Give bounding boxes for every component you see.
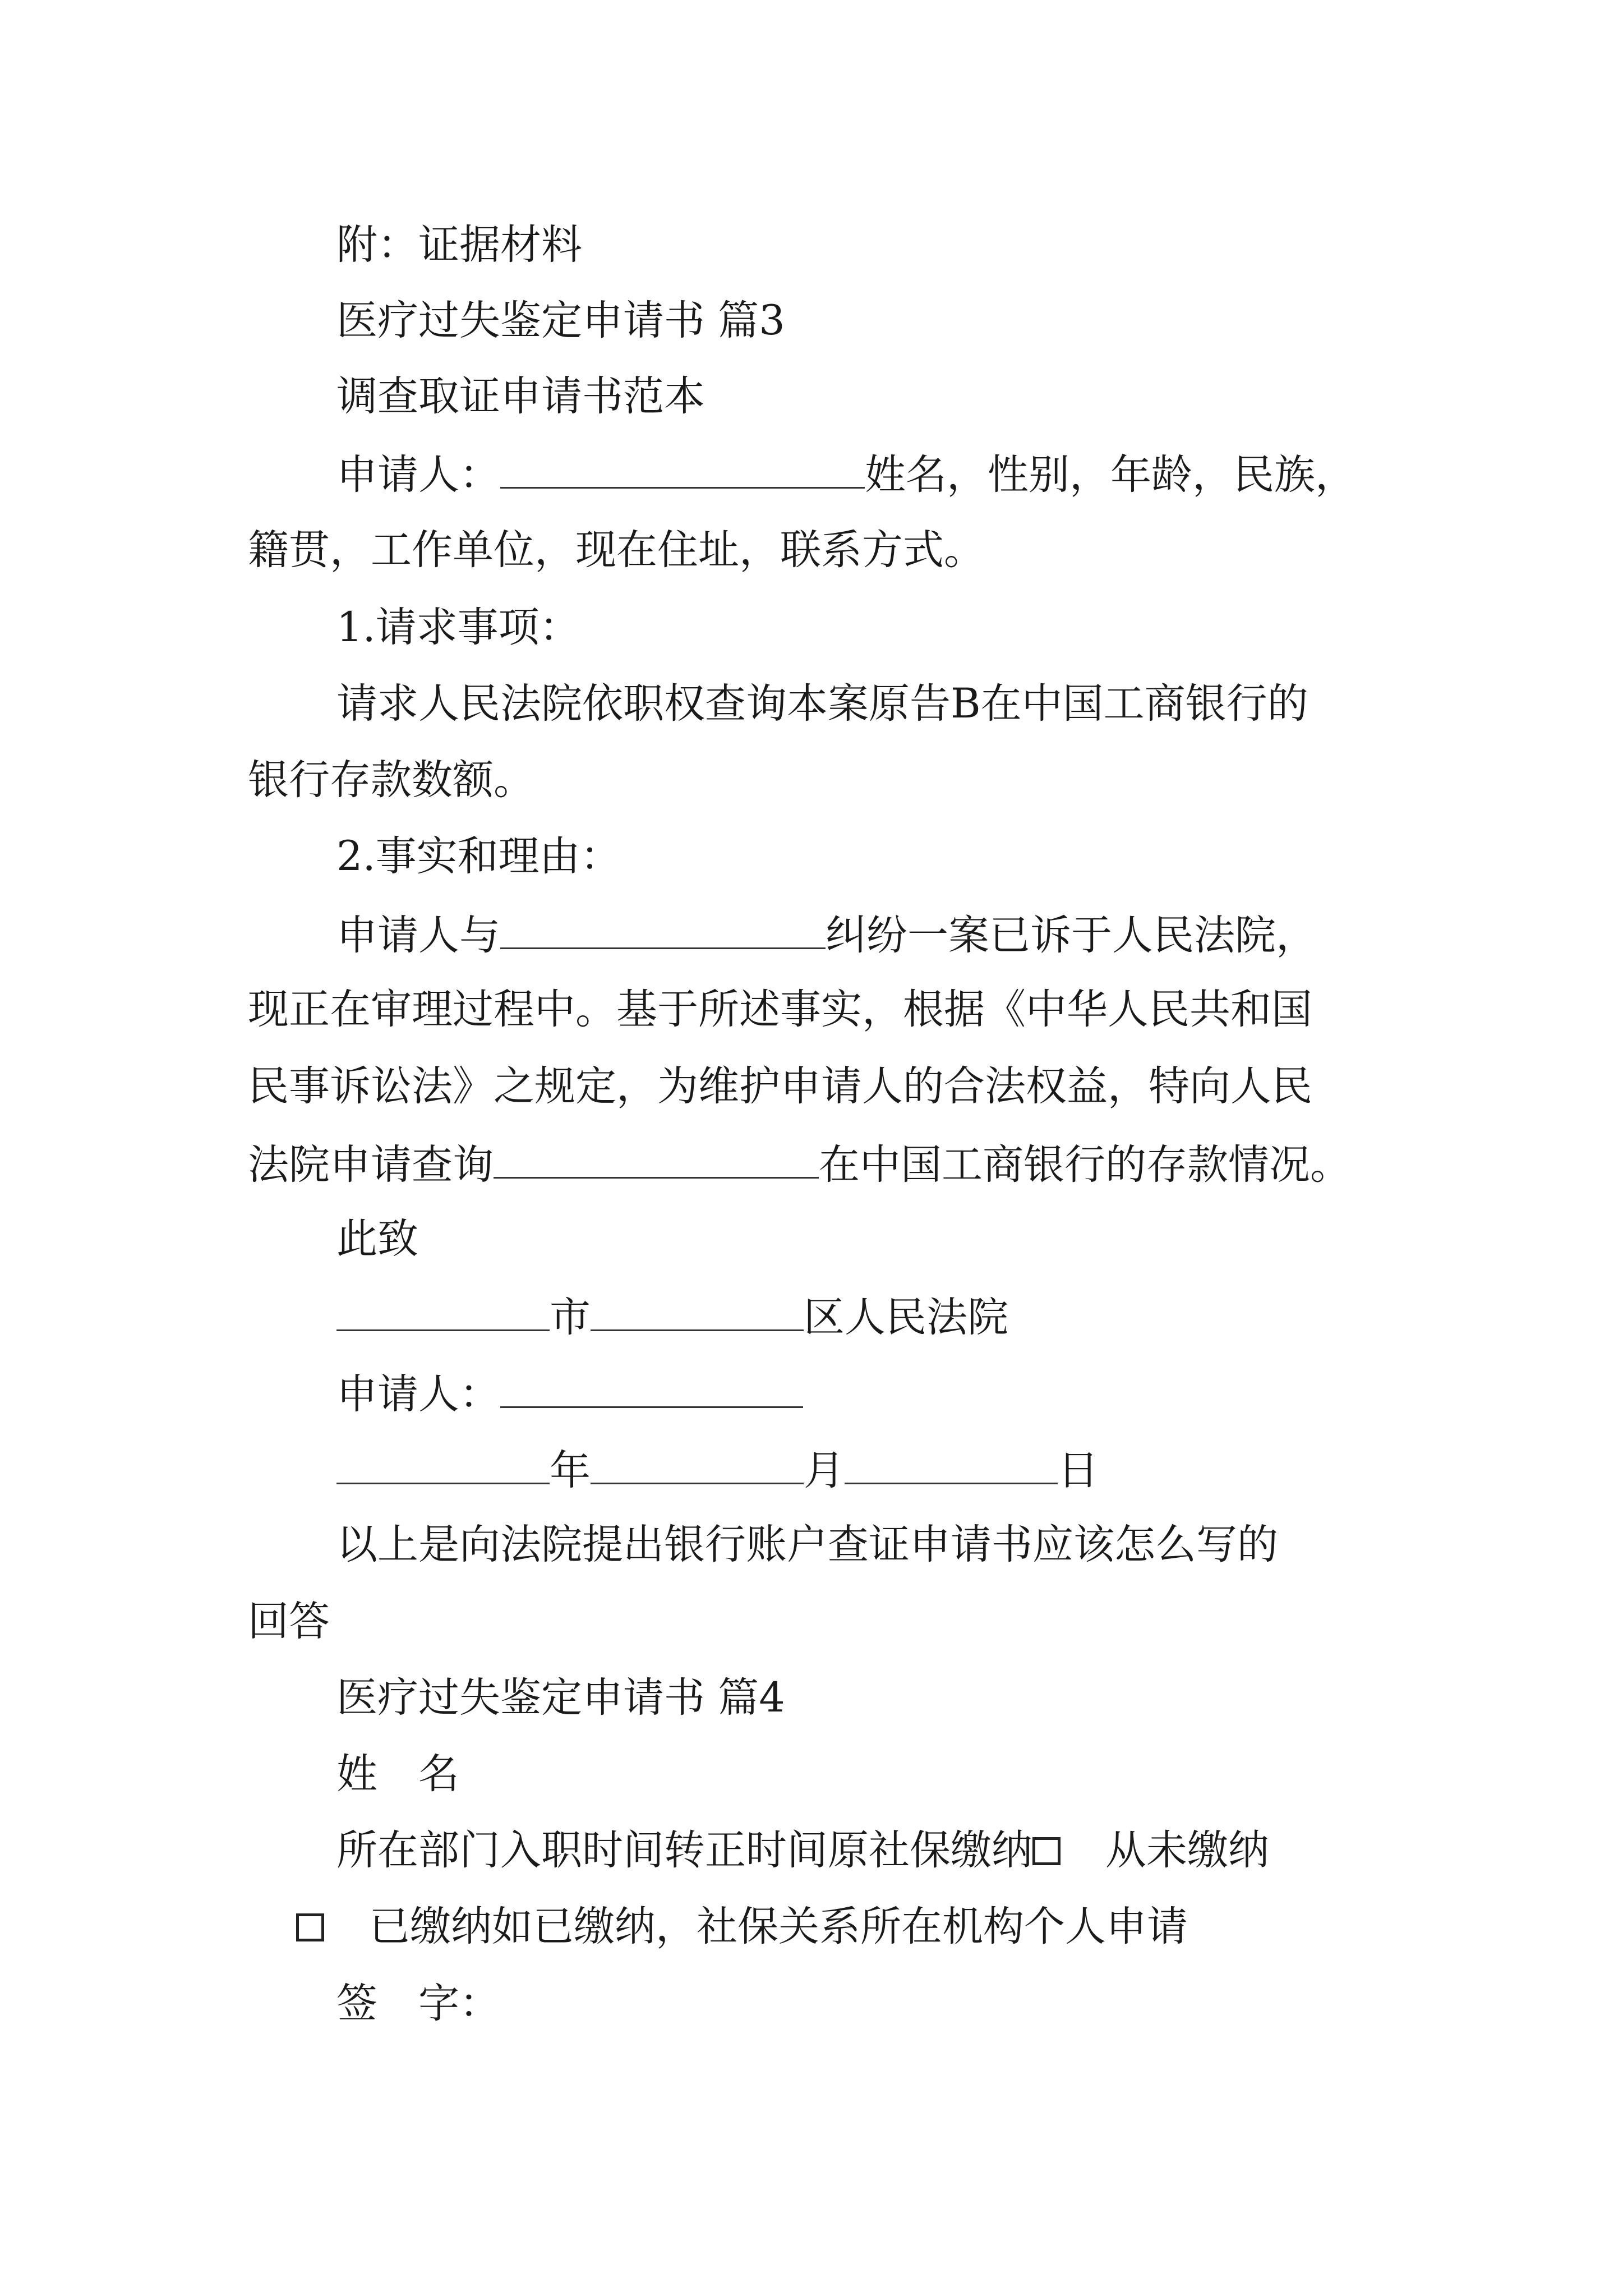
fact-line-3: 民事诉讼法》之规定，为维护申请人的合法权益，特向人民: [248, 1062, 1312, 1110]
fact-line-4: 法院申请查询 在中国工商银行的存款情况。: [248, 1141, 1351, 1189]
department-line: 所在部门入职时间转正时间原社保缴纳 从未缴纳: [336, 1826, 1269, 1874]
month-blank: [591, 1448, 804, 1484]
date-line: 年 月 日: [336, 1448, 1099, 1491]
name-label-line: 姓 名: [336, 1750, 459, 1798]
applicant-signature-blank: [500, 1372, 803, 1408]
request-line-2: 银行存款数额。: [248, 756, 534, 804]
checkbox-never-paid[interactable]: [1032, 1837, 1061, 1865]
item-2-heading: 2.事实和理由：: [336, 832, 621, 880]
day-blank: [845, 1448, 1058, 1484]
year-blank: [336, 1448, 550, 1484]
applicant-blank: [500, 452, 865, 489]
section-4-title: 医疗过失鉴定申请书 篇4: [336, 1674, 785, 1722]
city-blank: [336, 1295, 550, 1331]
applicant-info-line: 籍贯，工作单位，现在住址，联系方式。: [248, 526, 985, 574]
sign-label-line: 签 字：: [336, 1980, 500, 2027]
signature-applicant-line: 申请人：: [336, 1372, 803, 1415]
district-blank: [591, 1295, 804, 1331]
summary-line-2: 回答: [248, 1598, 330, 1645]
summary-line-1: 以上是向法院提出银行账户查证申请书应该怎么写的: [336, 1521, 1278, 1568]
section-3-title: 医疗过失鉴定申请书 篇3: [336, 297, 785, 344]
opponent-blank: [500, 913, 826, 949]
fact-line-1: 申请人与 纠纷一案已诉于人民法院，: [336, 912, 1317, 959]
item-1-heading: 1.请求事项：: [336, 604, 580, 651]
court-line: 市 区人民法院: [336, 1295, 1008, 1338]
fact-line-2: 现正在审理过程中。基于所述事实，根据《中华人民共和国: [248, 986, 1312, 1033]
query-target-blank: [494, 1142, 819, 1179]
sample-title: 调查取证申请书范本: [336, 372, 705, 420]
attachment-line: 附：证据材料: [336, 221, 582, 269]
request-line-1: 请求人民法院依职权查询本案原告B在中国工商银行的: [336, 680, 1308, 728]
paid-line: 已缴纳如已缴纳，社保关系所在机构个人申请: [296, 1906, 1188, 1947]
salutation: 此致: [336, 1215, 418, 1263]
checkbox-paid[interactable]: [296, 1913, 324, 1941]
applicant-line: 申请人： 姓名，性别，年龄，民族，: [336, 451, 1356, 499]
